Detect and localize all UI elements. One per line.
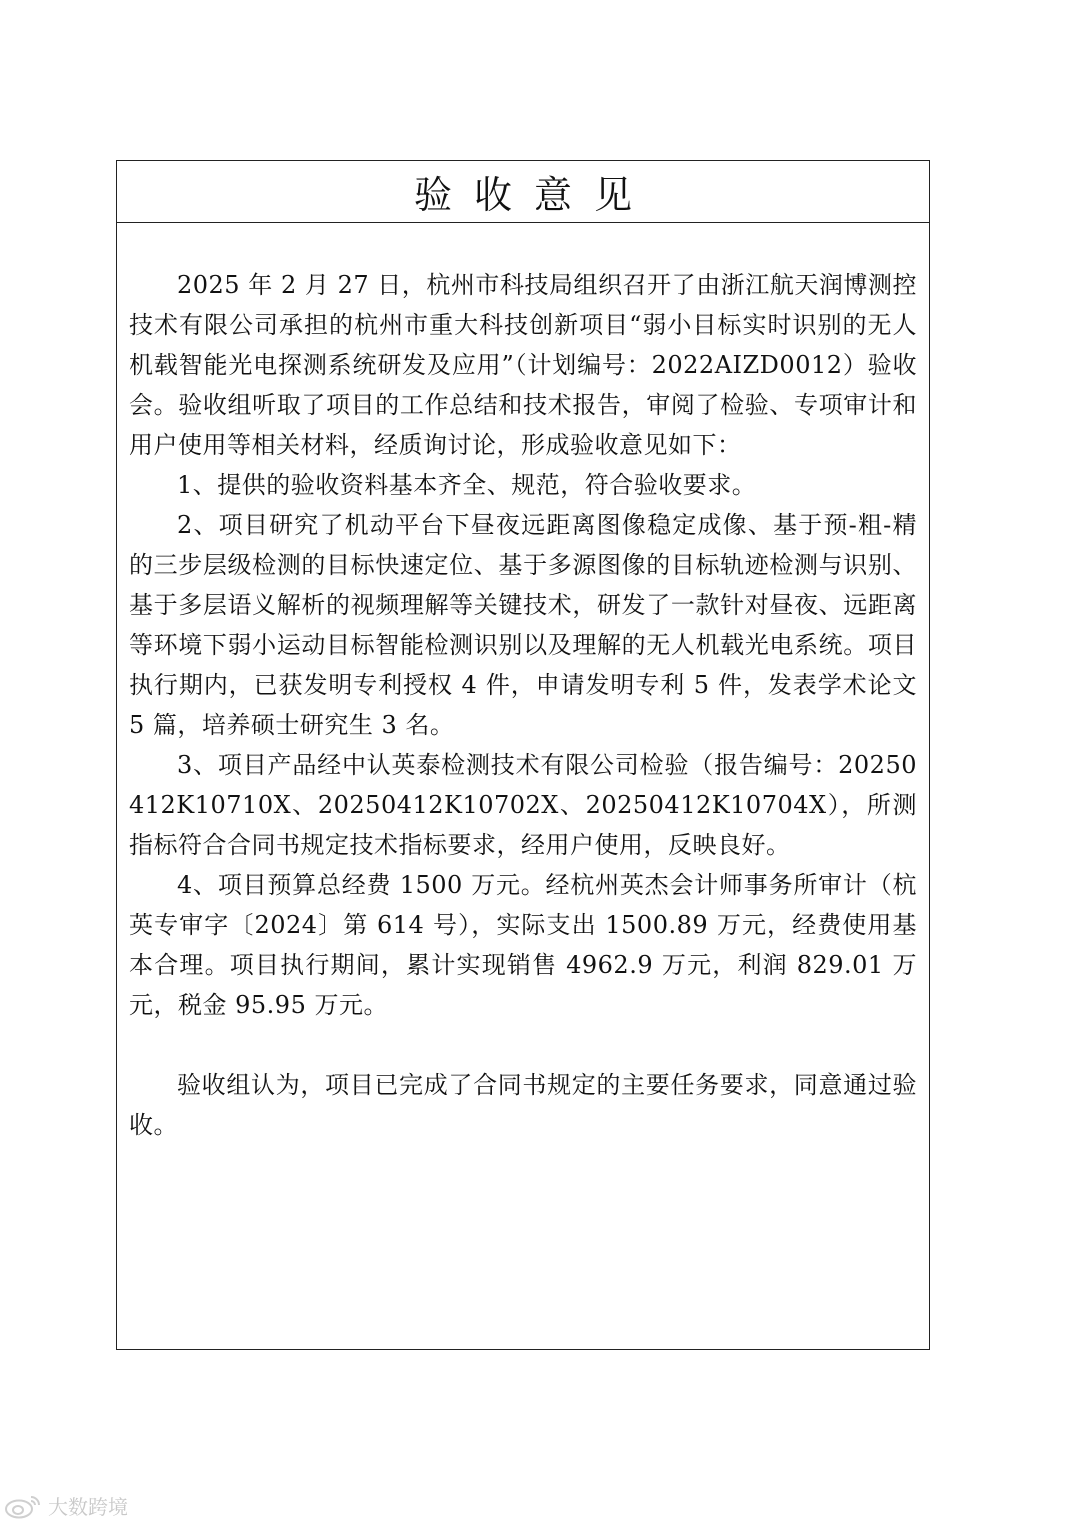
opinion-item-1: 1、提供的验收资料基本齐全、规范，符合验收要求。 [177, 471, 757, 499]
page-title: 验收意见 [413, 173, 654, 217]
watermark-text: 大数跨境 [48, 1495, 128, 1519]
intro-paragraph: 2025 年 2 月 27 日，杭州市科技局组织召开了由浙江航天润博测控技术有限公司承担的杭州市重大科技创新项目“弱小目标实时识别的无人机载智能光电探测系统研发及应用”（计划编号：2022AIZD0012）验收会。验收组听取了项目的工作总结和技术报告，审阅了检验、专项审计和用户使用等相关材料，经质询讨论，形成验收意见如下： [129, 271, 917, 459]
opinion-item-2: 2、项目研究了机动平台下昼夜远距离图像稳定成像、基于预-粗-精的三步层级检测的目标快速定位、基于多源图像的目标轨迹检测与识别、基于多层语义解析的视频理解等关键技术，研发了一款针对昼夜、远距离等环境下弱小运动目标智能检测识别以及理解的无人机载光电系统。项目执行期内，已获发明专利授权 4 件，申请发明专利 5 件，发表学术论文 5 篇，培养硕士研究生 3 名。 [129, 511, 917, 739]
weibo-logo-icon [4, 1493, 44, 1519]
title-row [117, 161, 929, 223]
opinion-body [117, 223, 929, 1145]
conclusion-paragraph: 验收组认为，项目已完成了合同书规定的主要任务要求，同意通过验收。 [129, 1071, 917, 1139]
watermark [4, 1491, 128, 1520]
opinion-item-3: 3、项目产品经中认英泰检测技术有限公司检验（报告编号：20250412K10710X、20250412K10702X、20250412K10704X），所测指标符合合同书规定技术指标要求，经用户使用，反映良好。 [129, 751, 917, 859]
acceptance-opinion-box [116, 160, 930, 1350]
opinion-item-4: 4、项目预算总经费 1500 万元。经杭州英杰会计师事务所审计（杭英专审字〔2024〕第 614 号），实际支出 1500.89 万元，经费使用基本合理。项目执行期间，累计实现销售 4962.9 万元，利润 829.01 万元，税金 95.95 万元。 [129, 871, 917, 1019]
